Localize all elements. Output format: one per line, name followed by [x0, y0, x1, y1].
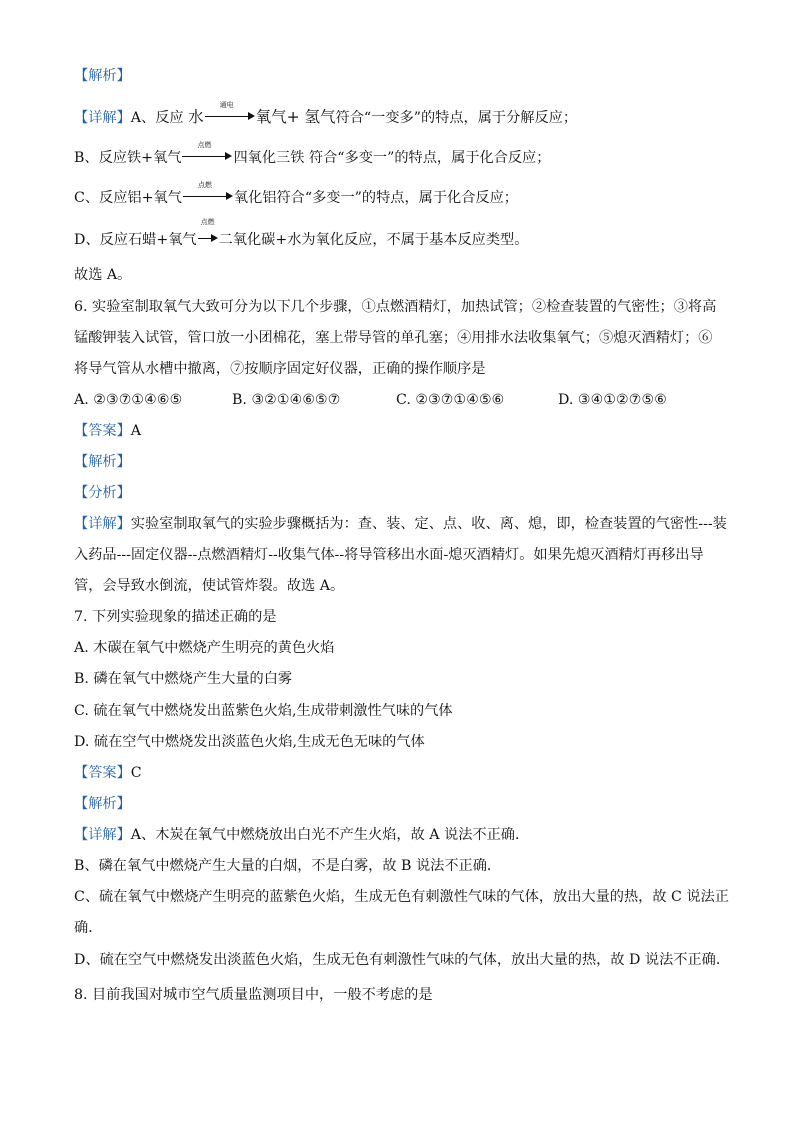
detail-6-line-1: 【详解】实验室制取氧气的实验步骤概括为：查、装、定、点、收、离、熄，即，检查装置的气密性---装 — [74, 516, 727, 532]
question-7-option-d: D. 硫在空气中燃烧发出淡蓝色火焰,生成无色无味的气体 — [74, 734, 425, 750]
conclusion-line: 故选 A。 — [74, 267, 132, 283]
detail-7-line-5: D、硫在空气中燃烧发出淡蓝色火焰，生成无色有刺激性气味的气体，放出大量的热，故 D 说法不正确． — [74, 952, 731, 968]
option-c: C. ②③⑦①④⑤⑥ — [396, 392, 505, 408]
detail-line-a: 【详解】A、反应 水 通电 氧气+ 氢气符合“一变多”的特点，属于分解反应； — [74, 101, 578, 126]
analysis-heading-7: 【解析】 — [74, 796, 131, 812]
detail-6-line-2: 入药品---固定仪器--点燃酒精灯--收集气体--将导管移出水面-熄灭酒精灯。如果先熄灭酒精灯再移出导 — [74, 547, 704, 563]
question-7-option-c: C. 硫在氧气中燃烧发出蓝紫色火焰,生成带刺激性气味的气体 — [74, 703, 453, 719]
analysis-heading: 【解析】 — [74, 68, 131, 84]
detail-line-c: C、反应铝+氧气 点燃 氧化铝符合“多变一”的特点，属于化合反应； — [74, 181, 518, 206]
detail-line-b: B、反应铁+氧气 点燃 四氧化三铁 符合“多变一”的特点，属于化合反应； — [74, 141, 551, 166]
option-b: B. ③②①④⑥⑤⑦ — [232, 392, 341, 408]
detail-7-line-4: 确． — [74, 920, 103, 936]
detail-7-line-2: B、磷在氧气中燃烧产生大量的白烟，不是白雾，故 B 说法不正确． — [74, 858, 502, 874]
option-d: D. ③④①②⑦⑤⑥ — [558, 392, 667, 408]
fenxi-heading-6: 【分析】 — [74, 485, 131, 501]
question-6-line-1: 6. 实验室制取氧气大致可分为以下几个步骤，①点燃酒精灯，加热试管；②检查装置的气密性；③将高 — [74, 299, 717, 315]
analysis-heading-6: 【解析】 — [74, 454, 131, 470]
detail-7-line-3: C、硫在氧气中燃烧产生明亮的蓝紫色火焰，生成无色有刺激性气味的气体，放出大量的热，故 C 说法正 — [74, 889, 729, 905]
detail-line-d: D、反应石蜡+氧气 点燃 二氧化碳+水为氧化反应，不属于基本反应类型。 — [74, 218, 529, 248]
reaction-arrow-icon: 点燃 — [182, 146, 232, 162]
answer-7: 【答案】C — [74, 765, 142, 781]
question-8: 8. 目前我国对城市空气质量监测项目中，一般不考虑的是 — [74, 987, 433, 1003]
question-6-line-2: 锰酸钾装入试管，管口放一小团棉花，塞上带导管的单孔塞；④用排水法收集氧气；⑤熄灭酒精灯；⑥ — [74, 330, 713, 346]
question-7-option-a: A. 木碳在氧气中燃烧产生明亮的黄色火焰 — [74, 640, 335, 656]
option-a: A. ②③⑦①④⑥⑤ — [74, 392, 183, 408]
reaction-arrow-icon: 点燃 — [198, 228, 218, 244]
detail-7-line-1: 【详解】A、木炭在氧气中燃烧放出白光不产生火焰，故 A 说法不正确． — [74, 827, 530, 843]
detail-6-line-3: 管，会导致水倒流，使试管炸裂。故选 A。 — [74, 578, 345, 594]
question-7-option-b: B. 磷在氧气中燃烧产生大量的白雾 — [74, 671, 293, 687]
reaction-arrow-icon: 通电 — [205, 106, 255, 122]
question-6-line-3: 将导气管从水槽中撤离，⑦按顺序固定好仪器，正确的操作顺序是 — [74, 361, 486, 377]
answer-6: 【答案】A — [74, 423, 142, 439]
question-7: 7. 下列实验现象的描述正确的是 — [74, 609, 277, 625]
reaction-arrow-icon: 点燃 — [183, 186, 233, 202]
